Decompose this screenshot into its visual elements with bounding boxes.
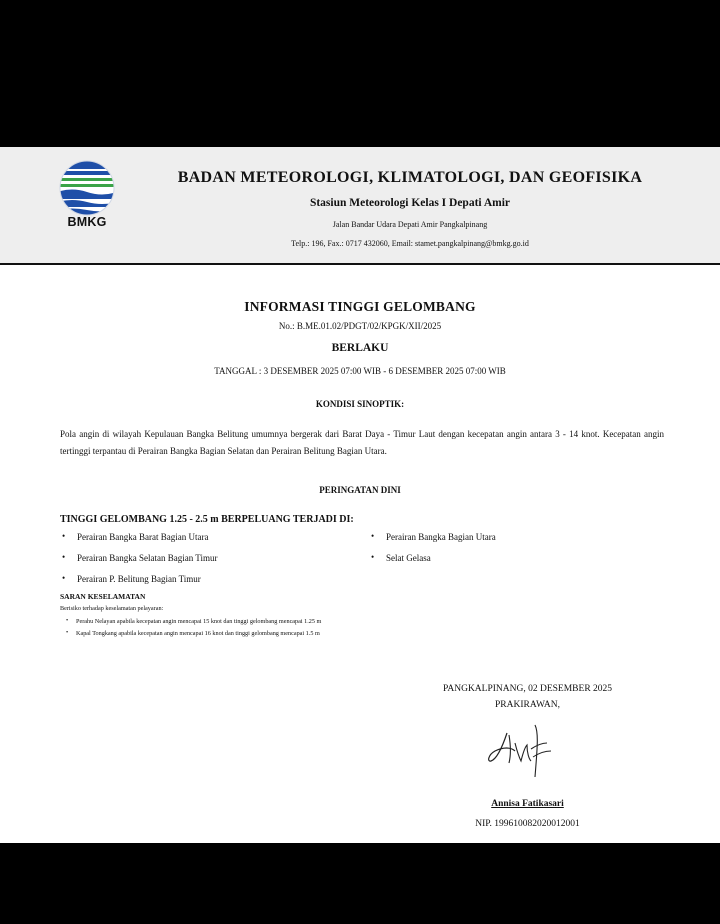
document-page [0, 147, 720, 843]
bullet-icon: • [66, 629, 69, 636]
area-name: Perairan Bangka Selatan Bagian Timur [77, 553, 218, 563]
bullet-icon: • [62, 531, 66, 541]
list-item [62, 552, 218, 563]
station-address: Jalan Bandar Udara Depati Amir Pangkalpinang [332, 220, 488, 229]
list-item [62, 531, 209, 542]
validity-label: BERLAKU [331, 342, 389, 354]
wave-height-heading: TINGGI GELOMBANG 1.25 - 2.5 m BERPELUANG TERJADI DI: [60, 514, 354, 525]
list-item [66, 629, 320, 637]
bullet-icon: • [62, 552, 66, 562]
safety-advice-title: SARAN KESELAMATAN [60, 592, 146, 601]
letterhead [0, 147, 720, 265]
bullet-icon: • [371, 531, 375, 541]
safety-advice-intro: Berisiko terhadap keselamatan pelayaran: [60, 605, 164, 612]
list-item [62, 573, 201, 584]
station-contact: Telp.: 196, Fax.: 0717 432060, Email: stamet.pangkalpinang@bmkg.go.id [291, 239, 529, 248]
bullet-icon: • [66, 617, 69, 624]
forecaster-nip: NIP. 199610082020012001 [475, 819, 580, 829]
synoptic-heading: KONDISI SINOPTIK: [315, 399, 405, 409]
safety-advice-text: Kapal Tongkang apabila kecepatan angin mencapai 16 knot dan tinggi gelombang mencapai 1.5 m [76, 630, 320, 637]
forecaster-name: Annisa Fatikasari [491, 799, 564, 809]
area-name: Perairan P. Belitung Bagian Timur [77, 574, 201, 584]
station-name: Stasiun Meteorologi Kelas I Depati Amir [309, 197, 511, 209]
list-item [371, 531, 496, 542]
sign-place-date: PANGKALPINANG, 02 DESEMBER 2025 [442, 684, 613, 694]
sign-role: PRAKIRAWAN, [495, 700, 560, 710]
bullet-icon: • [62, 573, 66, 583]
document-number: No.: B.ME.01.02/PDGT/02/KPGK/XII/2025 [278, 321, 442, 331]
area-name: Selat Gelasa [386, 553, 431, 563]
safety-advice-text: Perahu Nelayan apabila kecepatan angin mencapai 15 knot dan tinggi gelombang mencapai 1.25 m [76, 618, 322, 625]
bullet-icon: • [371, 552, 375, 562]
warning-heading: PERINGATAN DINI [319, 485, 401, 495]
validity-dates: TANGGAL : 3 DESEMBER 2025 07:00 WIB - 6 DESEMBER 2025 07:00 WIB [214, 366, 506, 376]
area-name: Perairan Bangka Barat Bagian Utara [77, 532, 209, 542]
synoptic-body: Pola angin di wilayah Kepulauan Bangka Belitung umumnya bergerak dari Barat Daya - Timur Laut dengan kecepatan angin antara 3 - 14 knot. Kecepatan angin tertinggi terpantau di Perairan Bangka Bagian Selatan dan Perairan Belitung Bagian Utara. [60, 429, 664, 456]
signature-image [485, 721, 555, 779]
area-name: Perairan Bangka Bagian Utara [386, 532, 496, 542]
agency-name: BADAN METEOROLOGI, KLIMATOLOGI, DAN GEOFISIKA [177, 169, 643, 186]
document-title: INFORMASI TINGGI GELOMBANG [244, 299, 476, 314]
logo-text: BMKG [67, 215, 107, 229]
list-item [66, 617, 322, 625]
list-item [371, 552, 431, 563]
